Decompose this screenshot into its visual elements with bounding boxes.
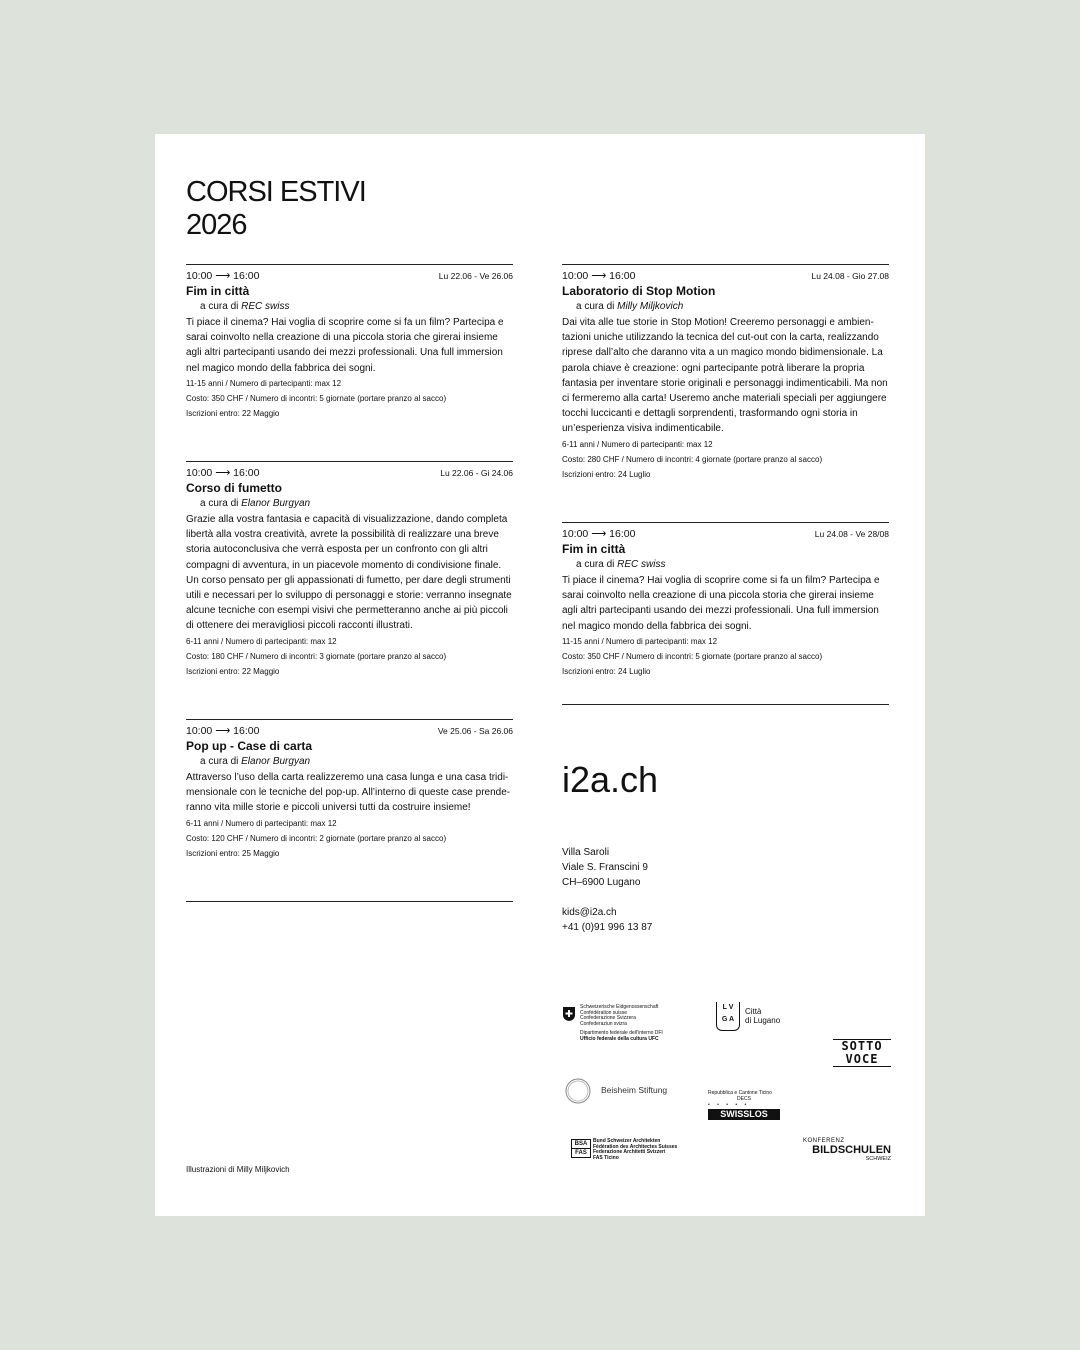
address-line: CH–6900 Lugano xyxy=(562,877,641,888)
curator-name: Elanor Burgyan xyxy=(241,498,311,509)
ticino-swisslos-logo: Repubblica e Cantone Ticino DECS • • • • • SWISSLOS xyxy=(708,1091,780,1120)
course-curator xyxy=(186,299,513,314)
course-cost: Costo: 350 CHF / Numero di incontri: 5 giornate (portare pranzo al sacco) xyxy=(186,394,447,404)
course-card xyxy=(562,522,889,680)
site-brand[interactable]: i2a.ch xyxy=(562,759,659,800)
address-line: Viale S. Franscini 9 xyxy=(562,862,648,873)
course-time: 10:00 ⟶ 16:00 xyxy=(186,270,260,282)
logo-text: KONFERENZ xyxy=(803,1138,845,1144)
logo-mark: SWISSLOS xyxy=(708,1109,780,1120)
title-line-2: 2026 xyxy=(186,209,247,241)
logo-text: Beisheim Stiftung xyxy=(601,1085,668,1095)
swiss-shield-icon xyxy=(562,1006,576,1022)
logo-mark: L V xyxy=(722,1004,734,1011)
course-curator xyxy=(562,299,889,314)
course-time: 10:00 ⟶ 16:00 xyxy=(562,528,636,540)
course-time: 10:00 ⟶ 16:00 xyxy=(186,467,260,479)
course-dates: Lu 22.06 - Ve 26.06 xyxy=(438,271,513,281)
logo-text: Confederaziun svizra xyxy=(580,1020,627,1027)
course-name: Fim in città xyxy=(186,284,250,298)
logo-text: BILDSCHULEN xyxy=(812,1144,891,1156)
course-name: Corso di fumetto xyxy=(186,481,282,495)
curator-name: REC swiss xyxy=(241,301,290,312)
address-line: Villa Saroli xyxy=(562,847,610,858)
phone-number: +41 (0)91 996 13 87 xyxy=(562,922,653,933)
logo-text: FAS Ticino xyxy=(593,1154,619,1161)
logo-text: SOTTO xyxy=(833,1039,891,1053)
curator-name: REC swiss xyxy=(617,559,666,570)
course-age-participants: 11-15 anni / Numero di partecipanti: max 12 xyxy=(186,378,342,388)
course-age-participants: 11-15 anni / Numero di partecipanti: max 12 xyxy=(562,636,718,646)
course-description: Ti piace il cinema? Hai voglia di scoprire come si fa un film? Partecipa e sarai coinvolto nella creazione di una piccola storia che girerai insieme agli altri partecipanti usando dei mezzi professionali. Una full immersion nel magico mondo della fabbrica dei sogni. xyxy=(186,317,504,374)
logo-text: Fédération des Architectes Suisses xyxy=(593,1143,678,1150)
logo-text: DECS xyxy=(737,1095,751,1102)
course-dates: Lu 24.08 - Ve 28/08 xyxy=(814,529,889,539)
course-cost: Costo: 180 CHF / Numero di incontri: 3 giornate (portare pranzo al sacco) xyxy=(186,651,447,661)
email-link[interactable]: kids@i2a.ch xyxy=(562,907,617,918)
course-deadline: Iscrizioni entro: 24 Luglio xyxy=(562,470,651,480)
course-time: 10:00 ⟶ 16:00 xyxy=(562,270,636,282)
course-description: Ti piace il cinema? Hai voglia di scoprire come si fa un film? Partecipa e sarai coinvolto nella creazione di una piccola storia che girerai insieme agli altri partecipanti usando dei mezzi professionali. Una full immersion nel magico mondo della fabbrica dei sogni. xyxy=(562,575,880,632)
logo-text: Federazione Architetti Svizzeri xyxy=(593,1149,666,1155)
course-description: Attraverso l’uso della carta realizzeremo una casa lunga e una casa tridi-mensionale con le tecniche del pop-up. All’interno di queste case prende-ranno vita mille storie e piccoli universi tutti da costruire insieme! xyxy=(186,772,511,814)
logo-text: Confederazione Svizzera xyxy=(580,1015,636,1021)
sottovoce-logo xyxy=(833,1039,891,1067)
logo-mark: BSA xyxy=(574,1141,588,1147)
logo-text: di Lugano xyxy=(745,1016,781,1025)
course-age-participants: 6-11 anni / Numero di partecipanti: max 12 xyxy=(186,818,337,828)
course-deadline: Iscrizioni entro: 22 Maggio xyxy=(186,667,280,677)
course-card xyxy=(562,264,889,483)
logo-text: Città xyxy=(745,1007,762,1016)
course-cost: Costo: 120 CHF / Numero di incontri: 2 giornate (portare pranzo al sacco) xyxy=(186,833,447,843)
curator-prefix: a cura di xyxy=(576,301,615,312)
logo-text: VOCE xyxy=(833,1053,891,1067)
logo-text: Dipartimento federale dell’interno DFI xyxy=(580,1030,663,1036)
divider xyxy=(186,901,513,902)
bildschulen-logo xyxy=(803,1138,891,1162)
curator-name: Elanor Burgyan xyxy=(241,756,311,767)
course-name: Pop up - Case di carta xyxy=(186,739,313,753)
course-card xyxy=(186,719,513,862)
course-card xyxy=(186,264,513,422)
divider xyxy=(562,704,889,705)
circle-icon xyxy=(564,1077,592,1105)
logo-text: Bund Schweizer Architekten xyxy=(593,1138,661,1144)
logo-text: SCHWEIZ xyxy=(865,1156,891,1162)
course-deadline: Iscrizioni entro: 24 Luglio xyxy=(562,667,651,677)
address-block xyxy=(562,845,648,890)
curator-prefix: a cura di xyxy=(200,301,239,312)
course-name: Fim in città xyxy=(562,542,626,556)
course-description: Dai vita alle tue storie in Stop Motion! Creeremo personaggi e ambien-tazioni uniche utilizzando la tecnica del cut-out con la carta, realizzando riprese dall’alto che daranno vita a un magico mondo bidimensionale. La parola chiave è creazione: ogni partecipante potrà liberare la propria fantasia per inventare storie originali e personaggi indimenticabili. Ma non ci fermeremo alla carta! Useremo anche materiali speciali per aggiungere tocchi luccicanti e dettagli sorprendenti, trasformando ogni storia in un’esperienza visiva indimenticabile. xyxy=(562,317,888,435)
curator-name: Milly Miljkovich xyxy=(617,301,684,312)
course-dates: Ve 25.06 - Sa 26.06 xyxy=(437,726,513,736)
course-dates: Lu 22.06 - Gi 24.06 xyxy=(440,468,513,478)
course-age-participants: 6-11 anni / Numero di partecipanti: max 12 xyxy=(186,636,337,646)
course-age-participants: 6-11 anni / Numero di partecipanti: max 12 xyxy=(562,439,713,449)
course-time: 10:00 ⟶ 16:00 xyxy=(186,725,260,737)
course-curator xyxy=(562,557,889,572)
illustration-credit: Illustrazioni di Milly Miljkovich xyxy=(186,1165,290,1174)
curator-prefix: a cura di xyxy=(200,498,239,509)
course-name: Laboratorio di Stop Motion xyxy=(562,284,716,298)
course-description: Grazie alla vostra fantasia e capacità di visualizzazione, dando completa libertà alla vostra creatività, avrete la possibilità di realizzare una breve storia autoconclusiva che verrà esposta per un confronto con gli altri compagni di avventura, in un piacevole momento di condivisione finale. Un corso pensato per gli appassionati di fumetto, per dare degli strumenti utili e necessari per lo sviluppo di personaggi e storie: verranno insegnate alcune tecniche con esempi visivi che permetteranno anche ai più piccoli di ottenere dei meravigliosi piccoli racconti illustrati. xyxy=(186,514,512,632)
poster-sheet xyxy=(155,134,925,1216)
logo-text: Confédération suisse xyxy=(580,1009,627,1016)
course-curator xyxy=(186,496,513,511)
course-card xyxy=(186,461,513,680)
logo-mark: FAS xyxy=(572,1148,590,1157)
logo-text: Ufficio federale della cultura UFC xyxy=(580,1035,659,1042)
lugano-logo xyxy=(716,1002,796,1034)
page-title xyxy=(186,176,366,242)
course-deadline: Iscrizioni entro: 25 Maggio xyxy=(186,849,280,859)
logo-text: Repubblica e Cantone Ticino xyxy=(708,1090,772,1096)
course-dates: Lu 24.08 - Gio 27.08 xyxy=(811,271,889,281)
beisheim-logo xyxy=(564,1077,684,1107)
logo-text: Schweizerische Eidgenossenschaft xyxy=(580,1004,659,1010)
course-deadline: Iscrizioni entro: 22 Maggio xyxy=(186,409,280,419)
title-line-1: CORSI ESTIVI xyxy=(186,176,366,208)
course-curator xyxy=(186,754,513,769)
course-cost: Costo: 280 CHF / Numero di incontri: 4 giornate (portare pranzo al sacco) xyxy=(562,454,823,464)
curator-prefix: a cura di xyxy=(200,756,239,767)
course-cost: Costo: 350 CHF / Numero di incontri: 5 giornate (portare pranzo al sacco) xyxy=(562,652,823,662)
contact-block xyxy=(562,905,652,935)
logo-mark: G A xyxy=(721,1016,735,1023)
curator-prefix: a cura di xyxy=(576,559,615,570)
